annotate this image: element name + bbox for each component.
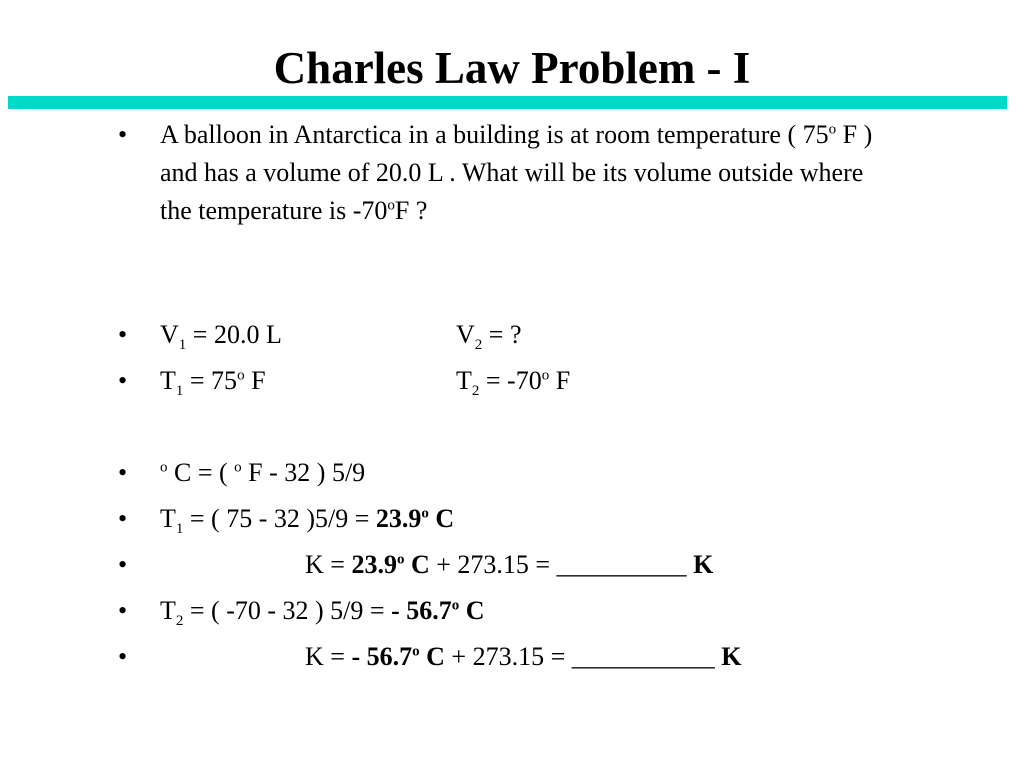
problem-statement: [160, 116, 900, 230]
volume-line: [160, 316, 522, 354]
v1-value: $V_1 = 20.0$ L: [160, 320, 282, 354]
bullet-marker: •: [118, 550, 128, 579]
problem-text-part1: A balloon in Antarctica in a building is at room temperature ( 75: [160, 120, 829, 149]
t1-calculation: $T_1$ = ( 75 - 32 )$5/9 = 23.9^o$ C: [160, 504, 455, 538]
t1-value: $T_1 = 75^o$ F: [160, 366, 266, 400]
t2-calculation: $T_2$ = ( -70 - 32 ) 5/9 = - 56.7$^o$ C: [160, 596, 485, 630]
v2-value: $V_2$ = ?: [456, 320, 522, 354]
problem-text-part3: F ?: [394, 196, 428, 225]
bullet-marker: •: [118, 642, 128, 671]
bullet-marker: •: [118, 120, 128, 149]
slide-title: Charles Law Problem - I: [273, 43, 751, 93]
k2-calculation: K = - 56.7$^o$ C + 273.15 = ___________ K: [305, 642, 742, 671]
bullet-marker: •: [118, 458, 128, 487]
temperature-line: [160, 362, 571, 400]
k1-calculation: $K = 23.9^o$ C + 273.15 = __________ K: [305, 550, 714, 579]
problem-text-part2: F ) and has a volume of 20.0 L . What will be its volume outside where the temperature is -70: [160, 120, 873, 225]
degree-symbol: o: [387, 197, 395, 214]
conversion-formula: $^o$ C = ( $^o$ F - 32 ) 5/9: [160, 458, 366, 487]
bullet-marker: •: [118, 596, 128, 625]
title-rule: [8, 96, 1007, 109]
bullet-marker: •: [118, 320, 128, 349]
degree-symbol: o: [828, 121, 837, 138]
bullet-marker: •: [118, 366, 128, 395]
bullet-marker: •: [118, 504, 128, 533]
t2-value: $T_2 = -70^o$ F: [456, 366, 571, 400]
